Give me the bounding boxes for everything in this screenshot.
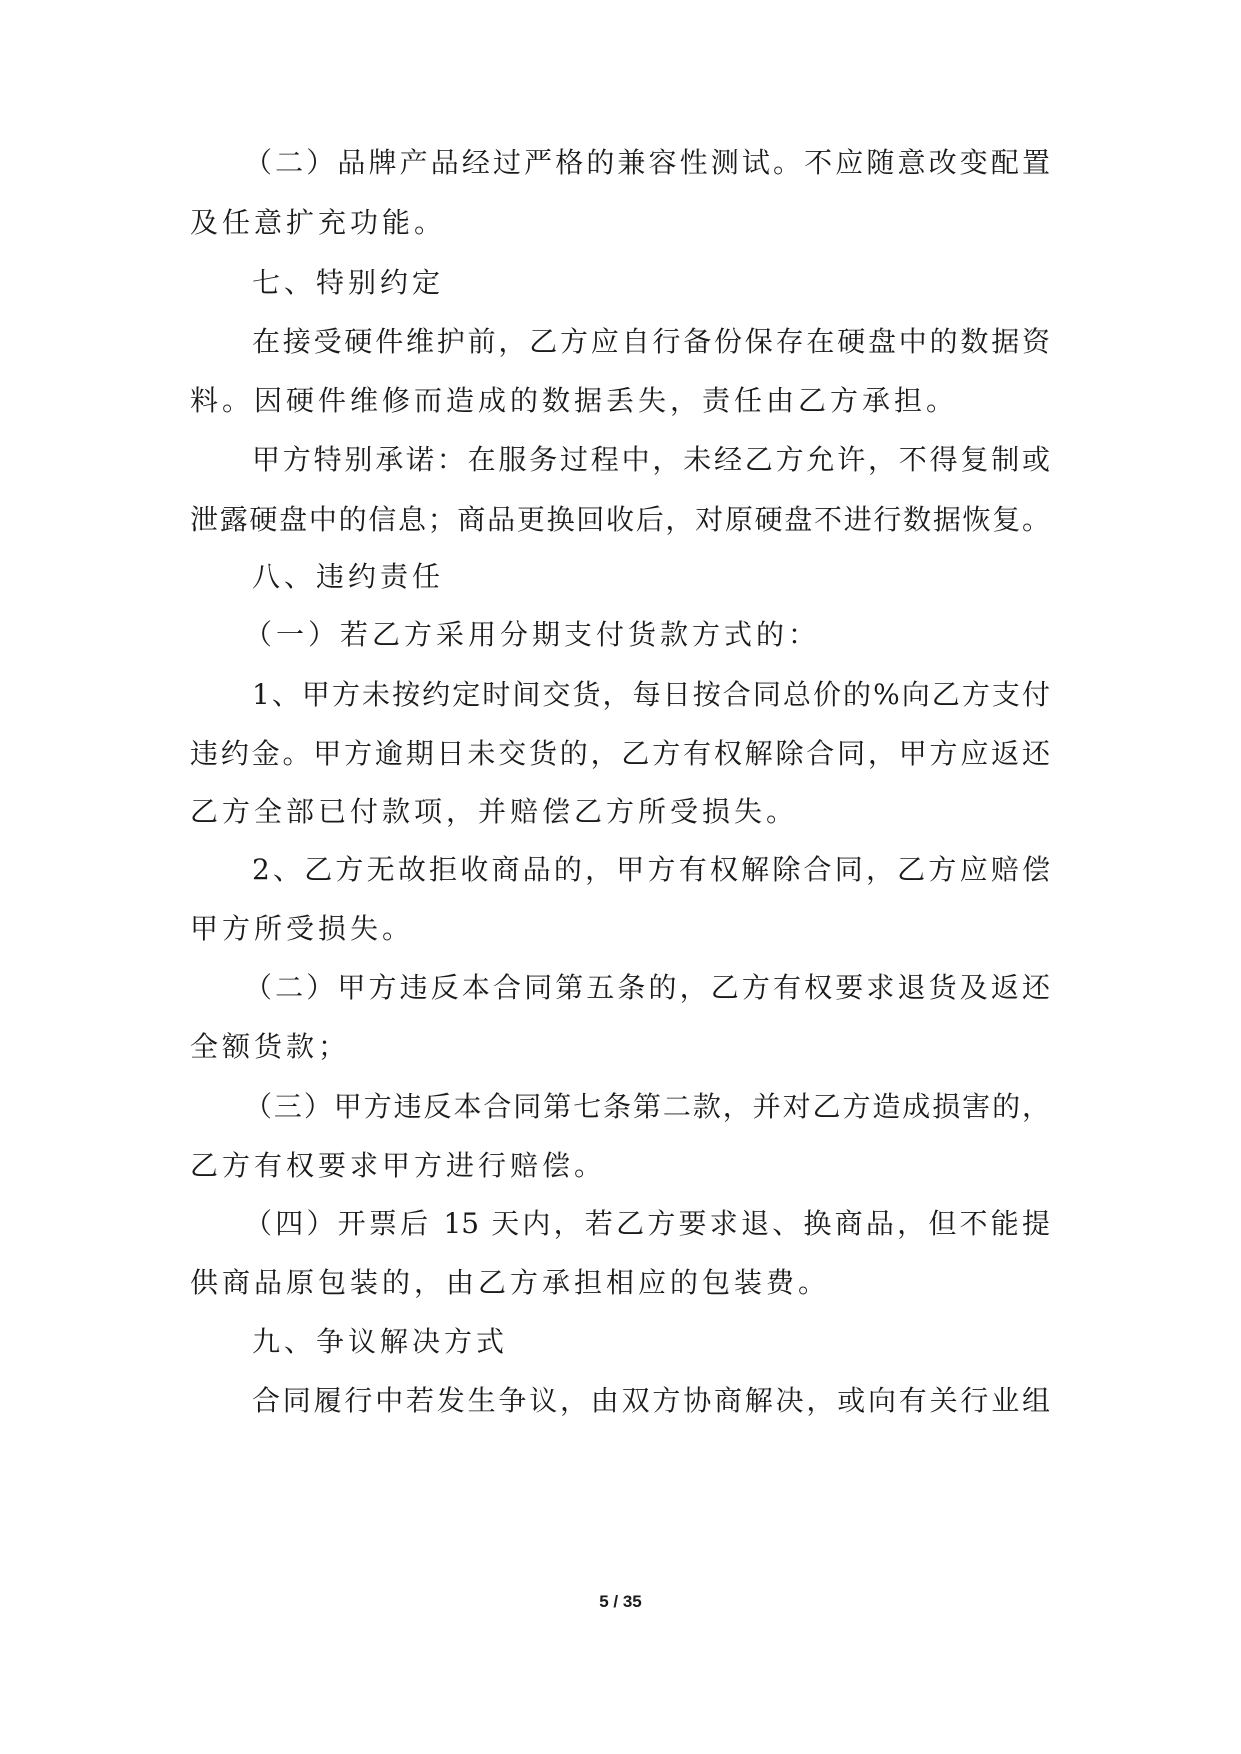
clause-8-3-line-1: （三）甲方违反本合同第七条第二款，并对乙方造成损害的， [244,1090,1050,1123]
clause-8-1-1-line-1: 1、甲方未按约定时间交货，每日按合同总价的%向乙方支付 [252,678,1050,711]
clause-7-para-2-line-1: 甲方特别承诺：在服务过程中，未经乙方允许，不得复制或 [252,443,1050,476]
clause-8-4-line-1: （四）开票后 15 天内，若乙方要求退、换商品，但不能提 [244,1207,1050,1240]
clause-6-2-line-1: （二）品牌产品经过严格的兼容性测试。不应随意改变配置 [244,146,1050,179]
clause-8-4-line-2: 供商品原包装的，由乙方承担相应的包装费。 [190,1266,831,1299]
clause-8-3-line-2: 乙方有权要求甲方进行赔偿。 [190,1149,607,1182]
clause-7-para-2-line-2: 泄露硬盘中的信息；商品更换回收后，对原硬盘不进行数据恢复。 [190,503,1050,536]
clause-7-para-1-line-2: 料。因硬件维修而造成的数据丢失，责任由乙方承担。 [190,384,959,417]
clause-8-1-1-line-3: 乙方全部已付款项，并赔偿乙方所受损失。 [190,795,799,828]
clause-8-1-1-line-2: 违约金。甲方逾期日未交货的，乙方有权解除合同，甲方应返还 [190,737,1050,770]
section-heading-9: 九、争议解决方式 [252,1325,509,1358]
clause-8-1-2-line-1: 2、乙方无故拒收商品的，甲方有权解除合同，乙方应赔偿 [252,853,1050,886]
section-heading-8: 八、违约责任 [252,560,445,593]
section-heading-7: 七、特别约定 [252,266,445,299]
clause-8-2-line-1: （二）甲方违反本合同第五条的，乙方有权要求退货及返还 [244,971,1050,1004]
clause-9-line-1: 合同履行中若发生争议，由双方协商解决，或向有关行业组 [252,1384,1050,1417]
clause-8-2-line-2: 全额货款； [190,1030,351,1063]
clause-8-1: （一）若乙方采用分期支付货款方式的： [244,618,821,651]
clause-6-2-line-2: 及任意扩充功能。 [190,206,447,239]
clause-8-1-2-line-2: 甲方所受损失。 [190,912,415,945]
clause-7-para-1-line-1: 在接受硬件维护前，乙方应自行备份保存在硬盘中的数据资 [252,325,1050,358]
page-number: 5 / 35 [599,1592,642,1611]
